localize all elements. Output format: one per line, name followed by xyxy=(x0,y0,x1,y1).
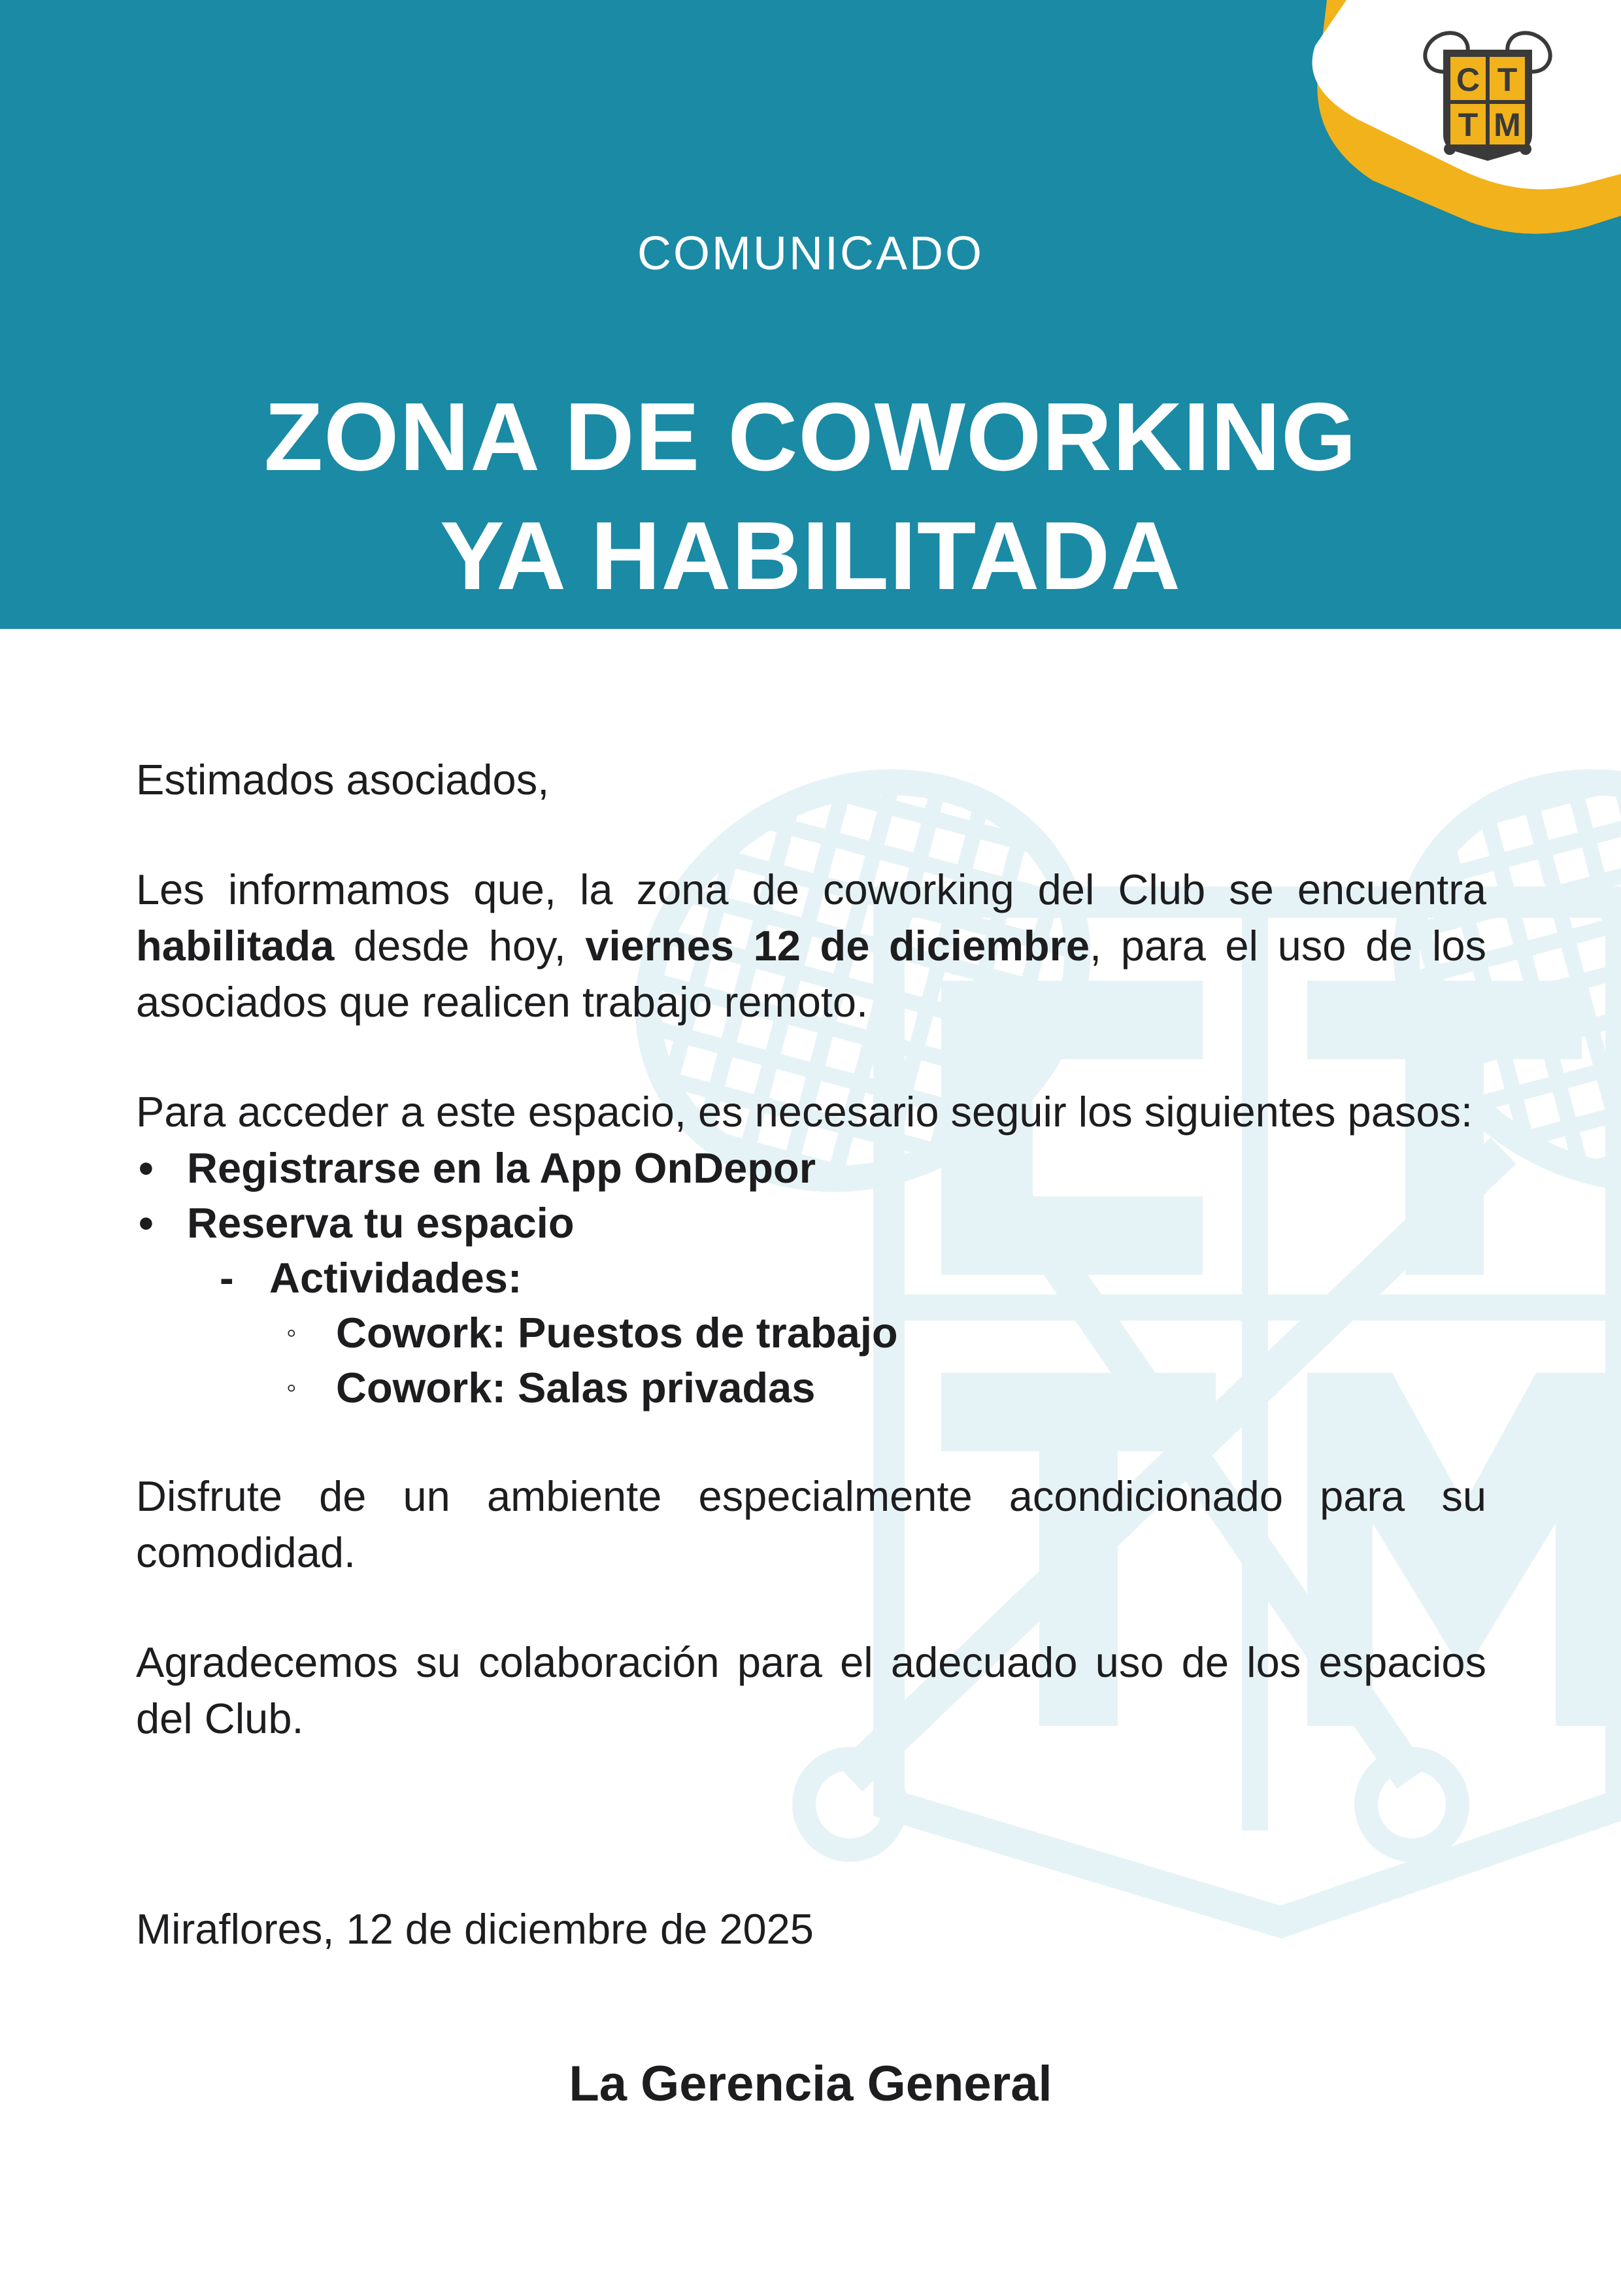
announcement-text: , para el uso de los asociados que realicen trabajo remoto. xyxy=(136,922,1487,1026)
list-item xyxy=(136,1360,1486,1415)
dash-icon: - xyxy=(220,1254,234,1302)
step-text: Reserva tu espacio xyxy=(187,1199,575,1247)
activity-text: Cowork: Puestos de trabajo xyxy=(336,1309,898,1357)
paragraph-announcement xyxy=(136,862,1486,1030)
paragraph-steps-intro: Para acceder a este espacio, es necesario seguir los siguientes pasos: xyxy=(136,1088,1473,1136)
letter-body xyxy=(136,752,1486,1747)
list-item xyxy=(136,1195,1486,1250)
bullet-icon: • xyxy=(139,1144,154,1192)
announcement-emphasis-status: habilitada xyxy=(136,922,335,970)
header-kicker: COMUNICADO xyxy=(637,228,984,280)
date-line: Miraflores, 12 de diciembre de 2025 xyxy=(136,1905,814,1953)
crest-letter: T xyxy=(1497,61,1518,98)
sub-step-text: Actividades: xyxy=(269,1254,522,1302)
crest-letter: M xyxy=(1494,107,1521,143)
list-item xyxy=(136,1305,1486,1360)
paragraph-enjoy: Disfrute de un ambiente especialmente acondicionado para su comodidad. xyxy=(136,1472,1486,1576)
page-title-line-1: ZONA DE COWORKING xyxy=(263,383,1358,491)
page-title-line-2: YA HABILITADA xyxy=(440,502,1181,610)
announcement-text: desde hoy, xyxy=(334,922,586,970)
circle-bullet-icon: ◦ xyxy=(286,1317,297,1349)
activity-text: Cowork: Salas privadas xyxy=(336,1364,816,1411)
circle-bullet-icon: ◦ xyxy=(286,1372,297,1404)
signature: La Gerencia General xyxy=(569,2056,1052,2112)
greeting: Estimados asociados, xyxy=(136,756,550,803)
step-text: Registrarse en la App OnDepor xyxy=(187,1144,816,1192)
list-item xyxy=(136,1140,1486,1195)
bullet-icon: • xyxy=(139,1199,154,1247)
paragraph-thanks: Agradecemos su colaboración para el adecuado uso de los espacios del Club. xyxy=(136,1638,1486,1742)
list-item xyxy=(136,1250,1486,1305)
crest-letter: T xyxy=(1458,107,1479,143)
announcement-text: Les informamos que, la zona de coworking del Club se encuentra xyxy=(136,866,1486,913)
crest-letter: C xyxy=(1456,61,1480,98)
announcement-emphasis-date: viernes 12 de diciembre xyxy=(585,922,1090,970)
